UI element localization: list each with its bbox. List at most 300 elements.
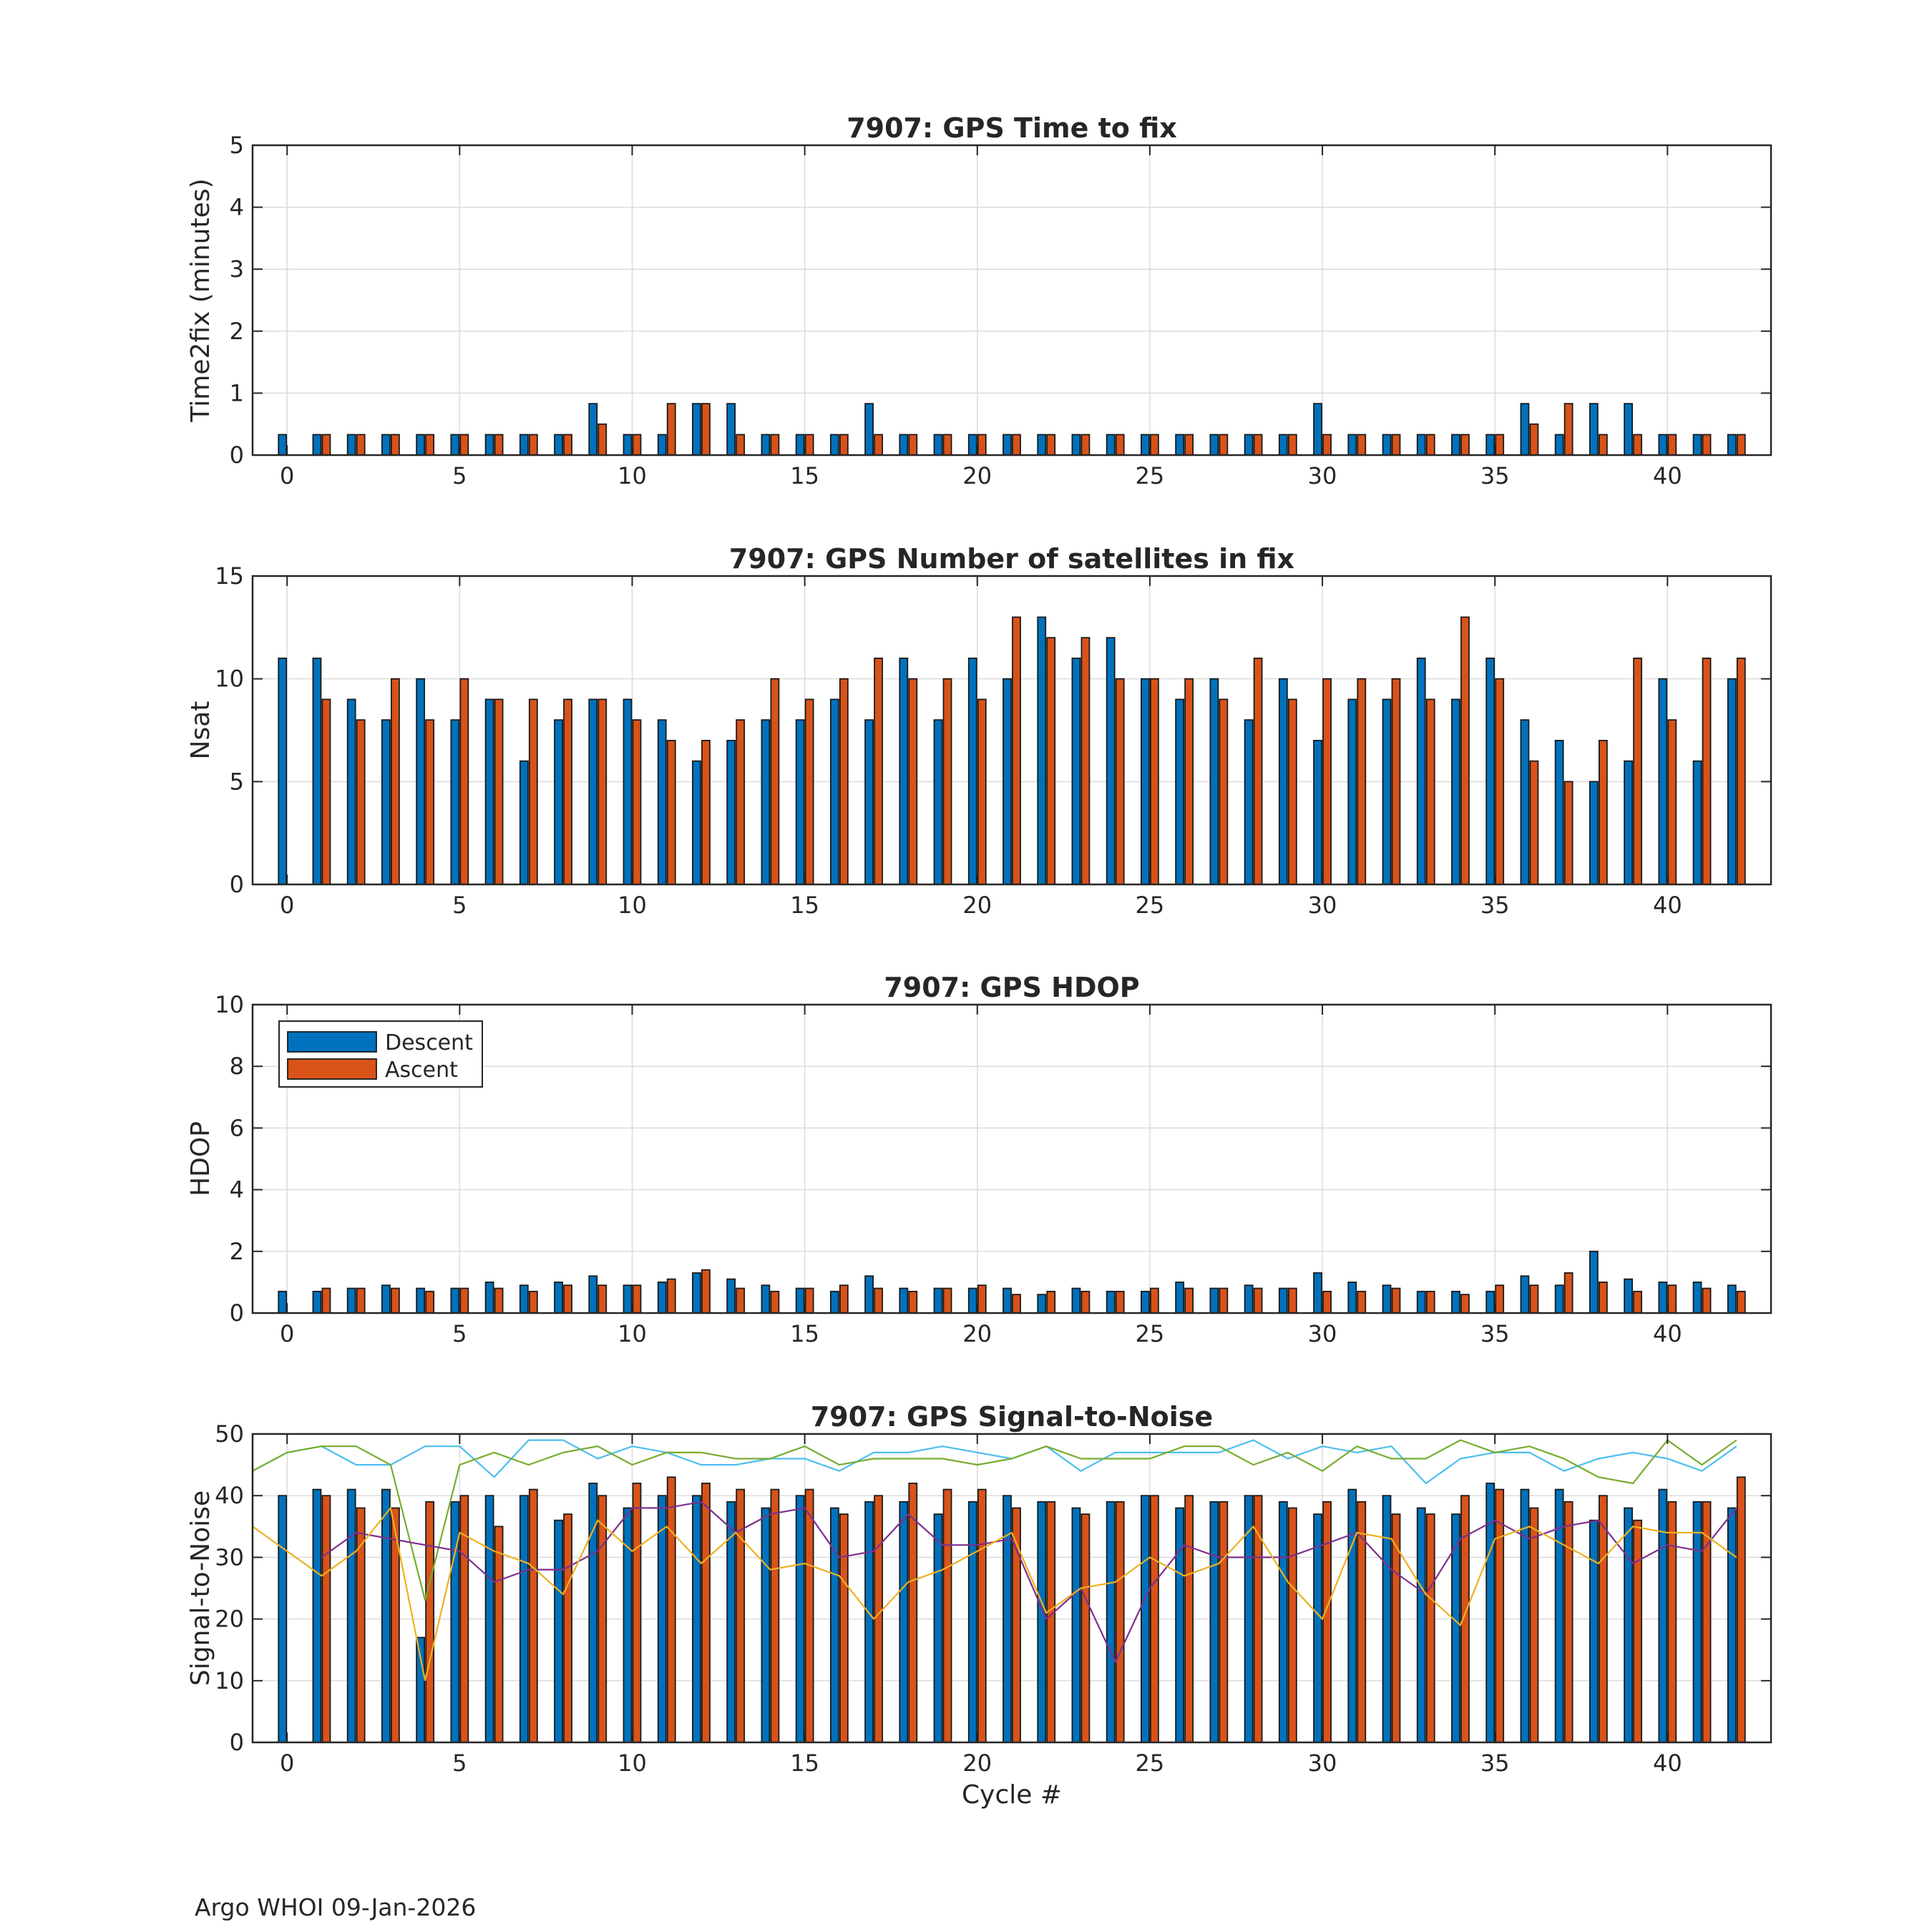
bar-descent — [693, 1273, 701, 1313]
bar-ascent — [1565, 1502, 1573, 1742]
bar-descent — [589, 699, 597, 884]
bar-descent — [1694, 761, 1702, 884]
bar-descent — [451, 1289, 459, 1313]
bar-descent — [1659, 1490, 1667, 1742]
bar-ascent — [1668, 1502, 1676, 1742]
bar-ascent — [1219, 434, 1227, 455]
bar-ascent — [1599, 1282, 1607, 1313]
bar-descent — [693, 761, 701, 884]
bar-descent — [1521, 1276, 1528, 1313]
bar-ascent — [736, 1289, 744, 1313]
bar-ascent — [1323, 1292, 1331, 1313]
bar-descent — [831, 1292, 839, 1313]
bar-descent — [1003, 1496, 1011, 1742]
bar-ascent — [1323, 434, 1331, 455]
y-tick-label: 1 — [229, 379, 244, 407]
x-tick-label: 30 — [1307, 1320, 1337, 1347]
bar-ascent — [1323, 1502, 1331, 1742]
bar-ascent — [1565, 781, 1573, 884]
bar-ascent — [944, 679, 952, 884]
x-tick-label: 25 — [1135, 1320, 1165, 1347]
bar-descent — [1728, 434, 1736, 455]
bar-descent — [1245, 1285, 1253, 1313]
bar-ascent — [530, 1292, 537, 1313]
bar-ascent — [1703, 658, 1711, 884]
bar-ascent — [874, 1289, 882, 1313]
bar-ascent — [1634, 1521, 1641, 1742]
bar-ascent — [1219, 699, 1227, 884]
bar-ascent — [1357, 679, 1365, 884]
bar-ascent — [1047, 1292, 1055, 1313]
bar-ascent — [840, 679, 848, 884]
legend-label-descent: Descent — [385, 1030, 473, 1055]
bar-ascent — [322, 699, 330, 884]
bar-descent — [727, 404, 735, 455]
x-tick-label: 10 — [618, 1750, 647, 1777]
x-tick-label: 5 — [452, 462, 467, 489]
bar-ascent — [598, 1285, 606, 1313]
bar-descent — [1038, 1502, 1045, 1742]
bar-ascent — [1461, 617, 1469, 884]
bar-descent — [1003, 1289, 1011, 1313]
bar-descent — [1659, 1282, 1667, 1313]
y-tick-label: 10 — [215, 1667, 244, 1694]
y-tick-label: 3 — [229, 255, 244, 283]
y-tick-label: 2 — [229, 317, 244, 345]
bar-descent — [969, 1502, 977, 1742]
bar-descent — [1176, 1282, 1184, 1313]
bar-ascent — [1185, 679, 1193, 884]
bar-descent — [796, 1496, 804, 1742]
bar-ascent — [978, 1490, 986, 1742]
bar-descent — [520, 1285, 528, 1313]
bar-descent — [831, 699, 839, 884]
bar-ascent — [1599, 1496, 1607, 1742]
x-tick-label: 35 — [1480, 462, 1510, 489]
bar-descent — [1210, 1502, 1218, 1742]
y-tick-label: 30 — [215, 1543, 244, 1571]
x-tick-label: 35 — [1480, 1750, 1510, 1777]
bar-ascent — [495, 699, 503, 884]
bar-descent — [1590, 1252, 1598, 1313]
bar-descent — [1245, 434, 1253, 455]
bar-descent — [1418, 658, 1425, 884]
bar-descent — [348, 1490, 356, 1742]
y-tick-label: 0 — [229, 1729, 244, 1756]
bar-descent — [313, 1490, 321, 1742]
bar-ascent — [495, 1289, 503, 1313]
bar-descent — [761, 434, 769, 455]
x-tick-label: 0 — [280, 1320, 295, 1347]
bar-descent — [1452, 699, 1460, 884]
bar-ascent — [909, 1483, 917, 1742]
bar-ascent — [978, 1285, 986, 1313]
bar-ascent — [598, 424, 606, 455]
bar-descent — [1176, 699, 1184, 884]
bar-ascent — [530, 1490, 537, 1742]
bar-ascent — [978, 699, 986, 884]
bar-ascent — [1496, 1285, 1503, 1313]
bar-ascent — [1496, 679, 1503, 884]
bar-descent — [1348, 434, 1356, 455]
bar-descent — [1383, 699, 1391, 884]
bar-descent — [1141, 1496, 1149, 1742]
bar-ascent — [426, 1502, 434, 1742]
bar-ascent — [1392, 679, 1400, 884]
bar-ascent — [771, 1292, 779, 1313]
bar-ascent — [1737, 1292, 1745, 1313]
bar-descent — [831, 1508, 839, 1742]
bar-descent — [1452, 1514, 1460, 1742]
bar-descent — [1556, 434, 1563, 455]
bar-descent — [486, 1282, 494, 1313]
bar-descent — [416, 1637, 424, 1742]
bar-ascent — [1599, 741, 1607, 884]
bar-descent — [555, 1282, 562, 1313]
x-tick-label: 10 — [618, 892, 647, 919]
bar-descent — [624, 1508, 632, 1742]
bar-descent — [899, 1502, 907, 1742]
bar-ascent — [1634, 434, 1641, 455]
bar-descent — [761, 1285, 769, 1313]
x-tick-label: 40 — [1652, 1320, 1682, 1347]
bar-descent — [1418, 1508, 1425, 1742]
y-axis-label: Signal-to-Noise — [186, 1490, 215, 1687]
bar-ascent — [598, 1496, 606, 1742]
bar-descent — [278, 1496, 286, 1742]
x-tick-label: 0 — [280, 892, 295, 919]
bar-ascent — [874, 1496, 882, 1742]
y-tick-label: 6 — [229, 1114, 244, 1142]
bar-descent — [1314, 1273, 1322, 1313]
bar-ascent — [1668, 434, 1676, 455]
bar-descent — [865, 404, 873, 455]
bar-descent — [935, 1514, 942, 1742]
bar-descent — [382, 1285, 390, 1313]
bar-ascent — [874, 434, 882, 455]
y-axis-label: Time2fix (minutes) — [186, 178, 215, 422]
bar-ascent — [806, 699, 814, 884]
bar-descent — [1728, 1285, 1736, 1313]
bar-ascent — [840, 1514, 848, 1742]
y-tick-label: 0 — [229, 1299, 244, 1327]
bar-ascent — [702, 1270, 710, 1313]
bar-ascent — [1013, 617, 1020, 884]
bar-descent — [1141, 1292, 1149, 1313]
x-tick-label: 35 — [1480, 1320, 1510, 1347]
bar-descent — [1003, 679, 1011, 884]
bar-descent — [658, 1282, 666, 1313]
bar-ascent — [1737, 658, 1745, 884]
bar-ascent — [1289, 699, 1297, 884]
x-tick-label: 40 — [1652, 892, 1682, 919]
bar-descent — [1038, 1294, 1045, 1313]
bar-ascent — [1634, 658, 1641, 884]
bar-descent — [1348, 699, 1356, 884]
bar-ascent — [702, 404, 710, 455]
bar-ascent — [840, 434, 848, 455]
bar-descent — [1556, 741, 1563, 884]
bar-descent — [1590, 404, 1598, 455]
bar-descent — [278, 658, 286, 884]
bar-descent — [727, 1502, 735, 1742]
bar-ascent — [1116, 679, 1124, 884]
bar-descent — [1348, 1490, 1356, 1742]
y-axis-label: HDOP — [186, 1121, 215, 1196]
y-tick-label: 8 — [229, 1053, 244, 1080]
bar-ascent — [978, 434, 986, 455]
bar-ascent — [460, 1289, 468, 1313]
bar-descent — [348, 1289, 356, 1313]
bar-ascent — [1254, 1289, 1262, 1313]
footer-text: Argo WHOI 09-Jan-2026 — [195, 1893, 477, 1921]
bar-ascent — [1427, 699, 1435, 884]
x-tick-label: 20 — [962, 462, 992, 489]
bar-descent — [451, 434, 459, 455]
bar-descent — [1694, 1502, 1702, 1742]
bar-descent — [1210, 434, 1218, 455]
legend-swatch-descent — [288, 1032, 376, 1052]
bar-ascent — [668, 1279, 675, 1313]
bar-descent — [693, 404, 701, 455]
bar-ascent — [668, 741, 675, 884]
bar-descent — [1141, 679, 1149, 884]
y-tick-label: 4 — [229, 193, 244, 221]
bar-ascent — [460, 434, 468, 455]
x-tick-label: 20 — [962, 892, 992, 919]
bar-ascent — [1289, 434, 1297, 455]
bar-ascent — [1323, 679, 1331, 884]
bar-descent — [1003, 434, 1011, 455]
bar-descent — [624, 434, 632, 455]
x-tick-label: 25 — [1135, 462, 1165, 489]
bar-descent — [555, 434, 562, 455]
bar-descent — [1728, 679, 1736, 884]
bar-descent — [727, 1279, 735, 1313]
panel-time-to-fix — [186, 112, 1771, 489]
bar-descent — [313, 1292, 321, 1313]
bar-descent — [520, 1496, 528, 1742]
bar-ascent — [391, 679, 399, 884]
bar-descent — [1038, 617, 1045, 884]
plot-area — [253, 145, 1771, 455]
bar-descent — [520, 434, 528, 455]
bar-ascent — [1289, 1508, 1297, 1742]
bar-ascent — [1289, 1289, 1297, 1313]
chart-title: 7907: GPS HDOP — [884, 972, 1140, 1003]
bar-descent — [1418, 1292, 1425, 1313]
bar-descent — [1072, 658, 1080, 884]
x-tick-label: 5 — [452, 1320, 467, 1347]
bar-descent — [1383, 1496, 1391, 1742]
x-tick-label: 15 — [790, 1320, 819, 1347]
y-tick-label: 5 — [229, 768, 244, 796]
bar-ascent — [1151, 1496, 1158, 1742]
bar-descent — [865, 1276, 873, 1313]
bar-descent — [865, 1502, 873, 1742]
bar-descent — [416, 679, 424, 884]
bar-descent — [1107, 1502, 1115, 1742]
bar-descent — [935, 720, 942, 884]
bar-descent — [1279, 679, 1287, 884]
bar-ascent — [357, 1289, 365, 1313]
bar-descent — [278, 434, 286, 455]
bar-descent — [1624, 761, 1632, 884]
bar-descent — [520, 761, 528, 884]
bar-ascent — [1565, 1273, 1573, 1313]
bar-descent — [1314, 404, 1322, 455]
bar-descent — [451, 720, 459, 884]
bar-descent — [899, 434, 907, 455]
bar-ascent — [1737, 1477, 1745, 1742]
bar-ascent — [564, 699, 572, 884]
bar-ascent — [1185, 1496, 1193, 1742]
bar-ascent — [322, 1289, 330, 1313]
bar-ascent — [1116, 434, 1124, 455]
bar-ascent — [1116, 1502, 1124, 1742]
bar-descent — [278, 1292, 286, 1313]
bar-descent — [1521, 404, 1528, 455]
bar-descent — [796, 720, 804, 884]
bar-descent — [313, 434, 321, 455]
bar-descent — [589, 404, 597, 455]
bar-ascent — [1392, 1289, 1400, 1313]
bar-ascent — [564, 434, 572, 455]
bar-descent — [348, 699, 356, 884]
bar-descent — [1590, 1521, 1598, 1742]
bar-ascent — [1151, 679, 1158, 884]
bar-ascent — [460, 679, 468, 884]
bar-descent — [658, 720, 666, 884]
bar-descent — [796, 1289, 804, 1313]
bar-ascent — [530, 699, 537, 884]
bar-descent — [624, 699, 632, 884]
bar-descent — [1107, 638, 1115, 884]
bar-descent — [796, 434, 804, 455]
bar-descent — [589, 1276, 597, 1313]
bar-ascent — [391, 1289, 399, 1313]
bar-ascent — [1219, 1502, 1227, 1742]
bar-ascent — [633, 1483, 641, 1742]
bar-ascent — [426, 434, 434, 455]
bar-ascent — [1427, 1514, 1435, 1742]
bar-ascent — [495, 1526, 503, 1742]
y-tick-label: 10 — [215, 991, 244, 1018]
bar-descent — [1383, 434, 1391, 455]
bar-descent — [1072, 1289, 1080, 1313]
bar-descent — [1279, 1502, 1287, 1742]
bar-descent — [899, 658, 907, 884]
bar-descent — [1452, 1292, 1460, 1313]
bar-ascent — [1047, 638, 1055, 884]
bar-descent — [1107, 1292, 1115, 1313]
chart-title: 7907: GPS Signal-to-Noise — [810, 1401, 1214, 1433]
bar-descent — [1314, 741, 1322, 884]
bar-descent — [1728, 1508, 1736, 1742]
x-tick-label: 30 — [1307, 462, 1337, 489]
bar-descent — [761, 720, 769, 884]
bar-descent — [1486, 658, 1494, 884]
bar-ascent — [1047, 1502, 1055, 1742]
bar-descent — [693, 1496, 701, 1742]
x-tick-label: 5 — [452, 892, 467, 919]
y-tick-label: 0 — [229, 441, 244, 469]
bar-descent — [486, 434, 494, 455]
bar-ascent — [840, 1285, 848, 1313]
bar-descent — [1072, 1508, 1080, 1742]
bar-descent — [1107, 434, 1115, 455]
bar-ascent — [1081, 638, 1089, 884]
bar-ascent — [1703, 434, 1711, 455]
y-tick-label: 0 — [229, 871, 244, 898]
bar-ascent — [633, 720, 641, 884]
x-tick-label: 30 — [1307, 1750, 1337, 1777]
bar-descent — [1383, 1285, 1391, 1313]
bar-ascent — [909, 1292, 917, 1313]
x-axis-label: Cycle # — [962, 1780, 1062, 1810]
bar-descent — [1279, 434, 1287, 455]
bar-ascent — [633, 434, 641, 455]
x-tick-label: 0 — [280, 462, 295, 489]
bar-ascent — [1668, 1285, 1676, 1313]
y-tick-label: 10 — [215, 665, 244, 693]
bar-descent — [313, 658, 321, 884]
bar-ascent — [1185, 1289, 1193, 1313]
bar-ascent — [426, 1292, 434, 1313]
bar-ascent — [1530, 761, 1538, 884]
x-tick-label: 15 — [790, 892, 819, 919]
bar-descent — [1452, 434, 1460, 455]
bar-descent — [969, 658, 977, 884]
bar-ascent — [1013, 434, 1020, 455]
bar-ascent — [1461, 434, 1469, 455]
bar-descent — [899, 1289, 907, 1313]
bar-descent — [1245, 1496, 1253, 1742]
bar-ascent — [1496, 434, 1503, 455]
legend-swatch-ascent — [288, 1059, 376, 1079]
bar-ascent — [771, 1490, 779, 1742]
x-tick-label: 35 — [1480, 892, 1510, 919]
bar-ascent — [702, 1483, 710, 1742]
bar-ascent — [1219, 1289, 1227, 1313]
bar-ascent — [530, 434, 537, 455]
bar-ascent — [806, 1289, 814, 1313]
bar-descent — [555, 720, 562, 884]
bar-ascent — [1703, 1289, 1711, 1313]
bar-ascent — [736, 434, 744, 455]
bar-descent — [1418, 434, 1425, 455]
x-tick-label: 10 — [618, 462, 647, 489]
bar-descent — [727, 741, 735, 884]
bar-ascent — [1530, 1508, 1538, 1742]
y-tick-label: 50 — [215, 1420, 244, 1448]
bar-ascent — [1599, 434, 1607, 455]
bar-descent — [1556, 1285, 1563, 1313]
bar-descent — [589, 1483, 597, 1742]
bar-descent — [831, 434, 839, 455]
bar-descent — [382, 720, 390, 884]
x-tick-label: 20 — [962, 1320, 992, 1347]
chart-title: 7907: GPS Number of satellites in fix — [728, 543, 1295, 575]
bar-descent — [1659, 679, 1667, 884]
y-axis-label: Nsat — [186, 701, 215, 760]
bar-ascent — [1081, 434, 1089, 455]
y-tick-label: 40 — [215, 1482, 244, 1510]
bar-ascent — [1634, 1292, 1641, 1313]
bar-descent — [1279, 1289, 1287, 1313]
y-tick-label: 20 — [215, 1605, 244, 1633]
bar-ascent — [1357, 434, 1365, 455]
